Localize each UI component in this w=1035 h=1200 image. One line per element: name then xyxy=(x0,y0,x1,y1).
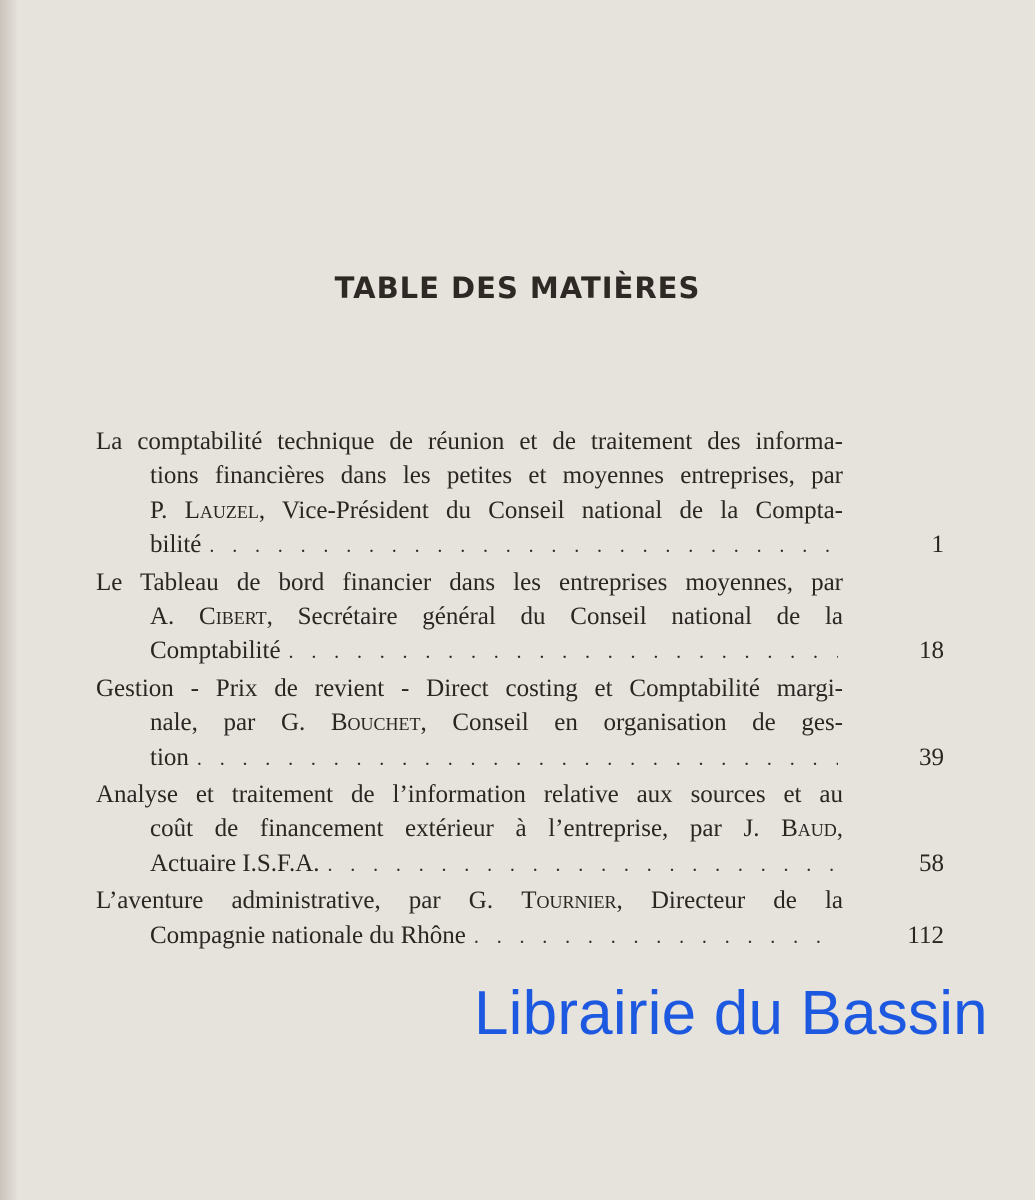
entry-last-line xyxy=(96,919,944,954)
author-prefix: coût de financement extérieur à l’entreprise, par J. xyxy=(150,815,760,843)
author-prefix: L’aventure administrative, par G. xyxy=(96,887,494,915)
table-of-contents xyxy=(96,425,944,956)
toc-entry-5 xyxy=(96,884,944,954)
toc-entry-2 xyxy=(96,566,944,670)
page-edge-shadow xyxy=(0,0,18,1200)
entry-line: Le Tableau de bord financier dans les entreprises moyennes, par xyxy=(96,568,843,596)
entry-line: Gestion - Prix de revient - Direct costing et Comptabilité margi- xyxy=(96,674,843,702)
dot-leader xyxy=(289,635,838,669)
entry-line-end: bilité xyxy=(150,531,202,559)
entry-last-line xyxy=(96,634,944,669)
entry-line-end: tion xyxy=(150,743,189,771)
author-prefix: nale, par G. xyxy=(150,709,306,737)
author-role: , Vice-Président du Conseil national de la Compta- xyxy=(258,496,844,524)
entry-author-line xyxy=(96,812,843,846)
entry-author-line xyxy=(96,706,843,740)
author-role: , Conseil en organisation de ges- xyxy=(420,709,843,737)
page-number: 58 xyxy=(919,849,944,877)
entry-line: tions financières dans les petites et moyennes entreprises, par xyxy=(150,462,843,490)
dot-leader xyxy=(209,529,838,563)
author-name: Cibert xyxy=(199,603,267,631)
page-number: 112 xyxy=(907,921,944,949)
toc-entry-4 xyxy=(96,778,944,882)
toc-entry-1 xyxy=(96,425,944,564)
author-name: Baud xyxy=(781,815,837,843)
watermark-text: Librairie du Bassin xyxy=(474,979,988,1048)
author-initial: P. xyxy=(150,496,168,524)
page-number: 18 xyxy=(919,637,944,665)
entry-last-line xyxy=(96,741,944,776)
entry-last-line xyxy=(96,847,944,882)
author-role: , Directeur de la xyxy=(616,887,844,915)
entry-author-line xyxy=(96,494,843,528)
show-through-text xyxy=(0,372,1035,399)
author-name: Bouchet xyxy=(330,709,421,737)
entry-author-line xyxy=(96,884,843,918)
author-role: , xyxy=(836,815,844,843)
entry-line-end: Compagnie nationale du Rhône xyxy=(150,921,466,949)
author-name: Lauzel xyxy=(184,496,259,524)
entry-line: La comptabilité technique de réunion et de traitement des informa- xyxy=(96,428,843,455)
page-title: TABLE DES MATIÈRES xyxy=(334,271,701,306)
author-name: Tournier xyxy=(521,887,617,915)
entry-line-end: Comptabilité xyxy=(150,637,281,665)
entry-line: Analyse et traitement de l’information relative aux sources et au xyxy=(96,781,843,809)
entry-line-end: Actuaire I.S.F.A. xyxy=(150,849,320,877)
author-role: , Secrétaire général du Conseil national de la xyxy=(266,603,844,631)
page-number: 39 xyxy=(919,743,944,771)
dot-leader xyxy=(328,848,839,882)
page-number: 1 xyxy=(931,531,944,559)
author-initial: A. xyxy=(150,603,175,631)
entry-last-line xyxy=(96,528,944,563)
entry-author-line xyxy=(96,600,843,634)
dot-leader xyxy=(197,742,838,776)
dot-leader xyxy=(474,920,838,954)
toc-entry-3 xyxy=(96,672,944,776)
